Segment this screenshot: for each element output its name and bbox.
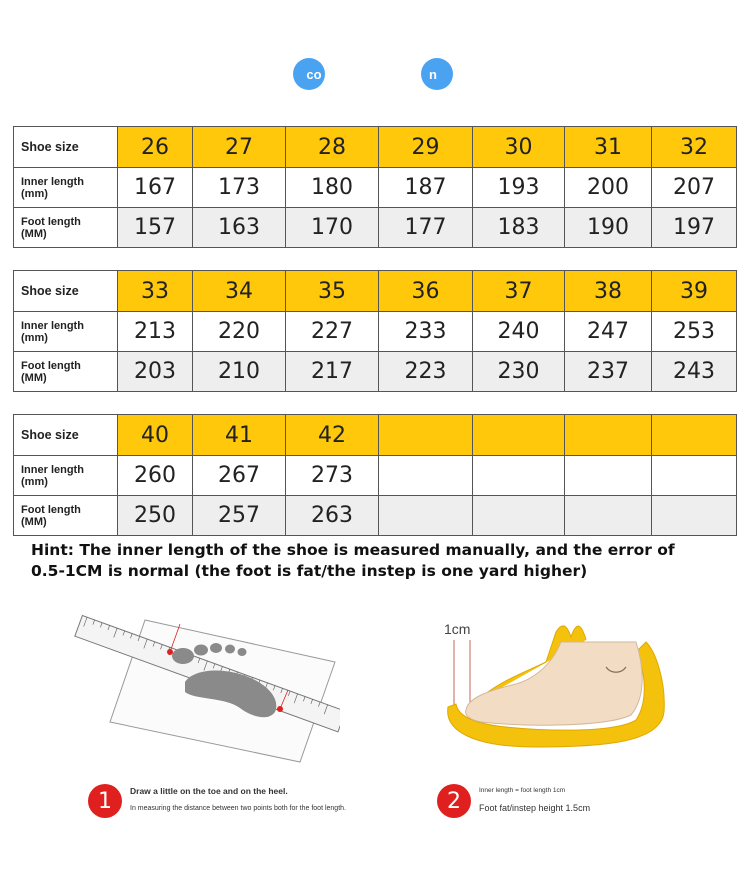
foot-measure-illustration bbox=[70, 612, 340, 772]
foot-length-cell: 250 bbox=[118, 496, 193, 536]
size-cell: 27 bbox=[193, 127, 286, 168]
step-1-number: 1 bbox=[88, 784, 122, 818]
inner-length-cell: 167 bbox=[118, 168, 193, 208]
inner-length-label-text: Inner length bbox=[21, 319, 84, 332]
size-cell: 42 bbox=[286, 415, 379, 456]
foot-length-cell: 197 bbox=[652, 208, 737, 248]
size-cell: 37 bbox=[473, 271, 565, 312]
inner-length-cell: 193 bbox=[473, 168, 565, 208]
size-cell: 30 bbox=[473, 127, 565, 168]
foot-length-unit: (MM) bbox=[21, 227, 47, 240]
size-cell bbox=[473, 415, 565, 456]
foot-length-cell: 217 bbox=[286, 352, 379, 392]
shoe-size-row bbox=[14, 271, 737, 312]
inner-length-cell: 180 bbox=[286, 168, 379, 208]
foot-length-cell: 203 bbox=[118, 352, 193, 392]
foot-length-label-text: Foot length bbox=[21, 503, 81, 516]
foot-length-cell: 257 bbox=[193, 496, 286, 536]
inner-length-cell: 247 bbox=[565, 312, 652, 352]
foot-length-cell bbox=[379, 496, 473, 536]
foot-in-shoe-illustration bbox=[436, 612, 676, 762]
one-cm-label: 1cm bbox=[444, 621, 471, 637]
inner-length-unit: (mm) bbox=[21, 331, 48, 344]
foot-length-cell: 210 bbox=[193, 352, 286, 392]
inner-length-cell: 273 bbox=[286, 456, 379, 496]
inner-length-cell bbox=[473, 456, 565, 496]
inner-length-cell: 253 bbox=[652, 312, 737, 352]
size-cell: 36 bbox=[379, 271, 473, 312]
inner-length-unit: (mm) bbox=[21, 475, 48, 488]
foot-length-cell bbox=[473, 496, 565, 536]
foot-length-row bbox=[14, 208, 737, 248]
size-table-1 bbox=[13, 126, 737, 248]
foot-length-cell: 163 bbox=[193, 208, 286, 248]
foot-length-row bbox=[14, 352, 737, 392]
inner-length-cell: 227 bbox=[286, 312, 379, 352]
foot-length-unit: (MM) bbox=[21, 371, 47, 384]
inner-length-cell: 187 bbox=[379, 168, 473, 208]
foot-length-cell: 243 bbox=[652, 352, 737, 392]
foot-length-cell: 177 bbox=[379, 208, 473, 248]
size-cell bbox=[652, 415, 737, 456]
foot-length-cell bbox=[565, 496, 652, 536]
inner-length-label bbox=[14, 168, 118, 208]
step-2-description: Foot fat/instep height 1.5cm bbox=[479, 803, 591, 813]
size-cell: 41 bbox=[193, 415, 286, 456]
inner-length-label bbox=[14, 456, 118, 496]
size-cell: 38 bbox=[565, 271, 652, 312]
inner-length-row bbox=[14, 456, 737, 496]
inner-length-cell bbox=[565, 456, 652, 496]
inner-length-cell: 200 bbox=[565, 168, 652, 208]
step-1-description: In measuring the distance between two points both for the foot length. bbox=[130, 805, 346, 812]
step-1-title: Draw a little on the toe and on the heel. bbox=[130, 786, 288, 796]
header-right-badge bbox=[421, 58, 453, 90]
foot-length-label bbox=[14, 208, 118, 248]
inner-length-row bbox=[14, 312, 737, 352]
header-left-badge bbox=[293, 58, 325, 90]
inner-length-label-text: Inner length bbox=[21, 463, 84, 476]
foot-length-cell: 223 bbox=[379, 352, 473, 392]
header-right-text: n bbox=[429, 66, 437, 82]
step-2-number: 2 bbox=[437, 784, 471, 818]
inner-length-row bbox=[14, 168, 737, 208]
inner-length-cell bbox=[652, 456, 737, 496]
size-cell: 35 bbox=[286, 271, 379, 312]
foot-length-unit: (MM) bbox=[21, 515, 47, 528]
step-1 bbox=[88, 784, 355, 818]
size-cell bbox=[379, 415, 473, 456]
size-table-2 bbox=[13, 270, 737, 392]
foot-length-cell: 170 bbox=[286, 208, 379, 248]
header-banner bbox=[293, 58, 453, 90]
step-2 bbox=[437, 784, 590, 818]
measurement-hint bbox=[31, 540, 731, 582]
inner-length-cell: 233 bbox=[379, 312, 473, 352]
hint-line-1: Hint: The inner length of the shoe is measured manually, and the error of bbox=[31, 541, 675, 559]
size-cell: 39 bbox=[652, 271, 737, 312]
shoe-size-label: Shoe size bbox=[14, 127, 118, 168]
inner-length-unit: (mm) bbox=[21, 187, 48, 200]
foot-length-cell: 237 bbox=[565, 352, 652, 392]
shoe-size-label: Shoe size bbox=[14, 271, 118, 312]
foot-length-cell: 183 bbox=[473, 208, 565, 248]
foot-length-label-text: Foot length bbox=[21, 215, 81, 228]
foot-length-cell: 230 bbox=[473, 352, 565, 392]
size-cell: 26 bbox=[118, 127, 193, 168]
hint-line-2: 0.5-1CM is normal (the foot is fat/the instep is one yard higher) bbox=[31, 562, 588, 580]
inner-length-cell bbox=[379, 456, 473, 496]
shoe-size-label: Shoe size bbox=[14, 415, 118, 456]
inner-length-cell: 173 bbox=[193, 168, 286, 208]
inner-length-cell: 213 bbox=[118, 312, 193, 352]
size-cell: 40 bbox=[118, 415, 193, 456]
size-cell: 29 bbox=[379, 127, 473, 168]
inner-length-label-text: Inner length bbox=[21, 175, 84, 188]
shoe-size-row bbox=[14, 127, 737, 168]
size-table-3 bbox=[13, 414, 737, 536]
size-cell bbox=[565, 415, 652, 456]
foot-length-cell: 190 bbox=[565, 208, 652, 248]
size-cell: 33 bbox=[118, 271, 193, 312]
foot-length-label bbox=[14, 496, 118, 536]
inner-length-cell: 240 bbox=[473, 312, 565, 352]
inner-length-label bbox=[14, 312, 118, 352]
foot-length-cell: 157 bbox=[118, 208, 193, 248]
size-cell: 28 bbox=[286, 127, 379, 168]
foot-length-label bbox=[14, 352, 118, 392]
size-cell: 34 bbox=[193, 271, 286, 312]
foot-length-cell bbox=[652, 496, 737, 536]
size-cell: 31 bbox=[565, 127, 652, 168]
foot-length-label-text: Foot length bbox=[21, 359, 81, 372]
inner-length-cell: 260 bbox=[118, 456, 193, 496]
inner-length-cell: 207 bbox=[652, 168, 737, 208]
step-2-title: Inner length = foot length 1cm bbox=[479, 787, 566, 794]
inner-length-cell: 220 bbox=[193, 312, 286, 352]
foot-length-row bbox=[14, 496, 737, 536]
shoe-size-row bbox=[14, 415, 737, 456]
foot-length-cell: 263 bbox=[286, 496, 379, 536]
inner-length-cell: 267 bbox=[193, 456, 286, 496]
size-cell: 32 bbox=[652, 127, 737, 168]
header-left-text: co bbox=[306, 66, 322, 82]
